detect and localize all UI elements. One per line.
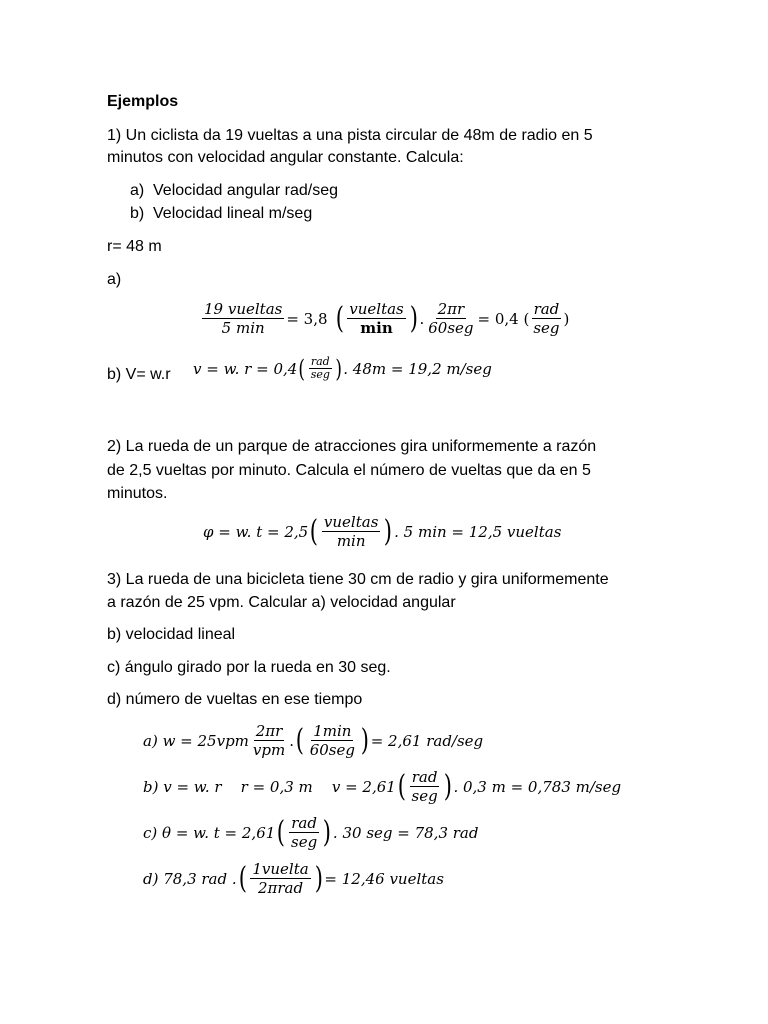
equation-2: φ = w. t = 2,5 ( $\frac{\text{vueltas}}{\min}$ ) . 5 min = 12,5 vueltas	[203, 513, 562, 550]
problem-3-item-d: d) número de vueltas en ese tiempo	[107, 691, 363, 708]
problem-1-line-1: 1) Un ciclista da 19 vueltas a una pista circular de 48m de radio en 5	[107, 127, 593, 144]
radius-line: r= 48 m	[107, 238, 162, 255]
equation-1a: $\frac{\text{19 vueltas}}{5 \min}$ = 3,8 ( $\frac{\text{vueltas}}{\min}$ ) . $\frac{2\pi r}{\text{60seg}}$ = 0,4 ( $\frac{\text{rad}}{\text{seg}}$ )	[204, 300, 570, 337]
item-b-marker: b)	[130, 205, 145, 222]
item-a-text: Velocidad angular rad/seg	[153, 182, 339, 199]
fraction: $\frac{\text{rad}}{\text{seg}}$	[533, 300, 560, 337]
fraction: $\frac{\text{rad}}{\text{seg}}$	[310, 355, 330, 381]
problem-3-line-2: a razón de 25 vpm. Calcular a) velocidad angular	[107, 594, 456, 611]
problem-1-line-2: minutos con velocidad angular constante. Calcula:	[107, 149, 464, 166]
fraction: $\frac{\text{vueltas}}{\min}$	[349, 300, 404, 337]
item-a-marker: a)	[130, 182, 145, 199]
problem-2-line-2: de 2,5 vueltas por minuto. Calcula el número de vueltas que da en 5	[107, 462, 591, 479]
equation-3c: c) θ = w. t = 2,61 ( $\frac{\text{rad}}{\text{seg}}$ ) . 30 seg = 78,3 rad	[143, 814, 479, 851]
item-b-text: Velocidad lineal m/seg	[153, 205, 313, 222]
equation-3d: d) 78,3 rad . ( $\frac{\text{1vuelta}}{\text{2πrad}}$ ) = 12,46 vueltas	[143, 860, 444, 897]
fraction: $\frac{1\min}{\text{60seg}}$	[309, 722, 355, 759]
part-b-label: b) V= w.r	[107, 366, 171, 383]
fraction: $\frac{\text{rad}}{\text{seg}}$	[291, 814, 318, 851]
fraction: $\frac{2\pi r}{\text{vpm}}$	[252, 722, 286, 759]
problem-3-line-1: 3) La rueda de una bicicleta tiene 30 cm de radio y gira uniformemente	[107, 571, 609, 588]
equation-3a: a) w = 25vpm $\frac{2\pi r}{\text{vpm}}$ . ( $\frac{1\min}{\text{60seg}}$ ) = 2,61 rad/seg	[143, 722, 484, 759]
problem-2-line-1: 2) La rueda de un parque de atracciones gira uniformemente a razón	[107, 438, 597, 455]
heading: Ejemplos	[107, 93, 179, 110]
problem-2-line-3: minutos.	[107, 485, 168, 502]
part-a-label: a)	[107, 271, 122, 288]
fraction: $\frac{2\pi r}{\text{60seg}}$	[428, 300, 474, 337]
equation-3b: b) v = w. r r = 0,3 m v = 2,61 ( $\frac{\text{rad}}{\text{seg}}$ ) . 0,3 m = 0,783 m/seg	[143, 768, 622, 805]
fraction: $\frac{\text{rad}}{\text{seg}}$	[411, 768, 438, 805]
problem-3-item-b: b) velocidad lineal	[107, 626, 236, 643]
fraction: $\frac{\text{1vuelta}}{\text{2πrad}}$	[252, 860, 309, 897]
problem-3-item-c: c) ángulo girado por la rueda en 30 seg.	[107, 659, 391, 676]
equation-1b: v = w. r = 0,4 ( $\frac{\text{rad}}{\text{seg}}$ ) . 48m = 19,2 m/seg	[193, 354, 492, 383]
fraction: $\frac{\text{vueltas}}{\min}$	[323, 513, 379, 550]
fraction: $\frac{\text{19 vueltas}}{5 \min}$	[204, 300, 283, 337]
